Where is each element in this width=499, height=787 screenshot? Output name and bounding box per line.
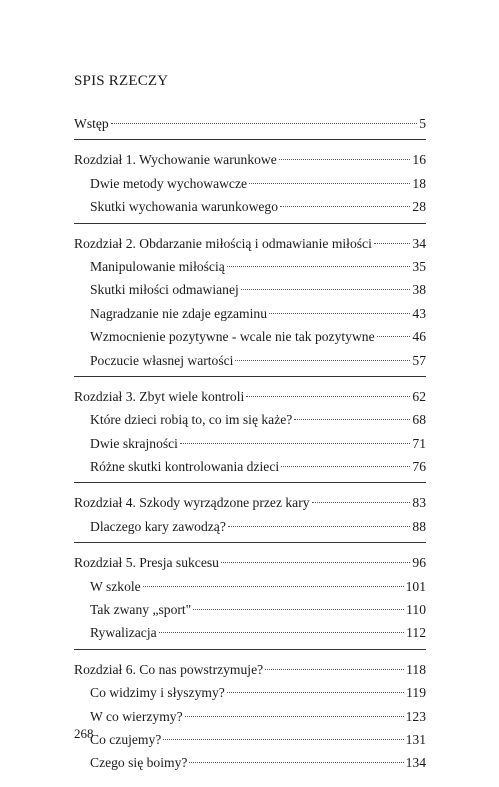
entry-page-number: 131: [405, 731, 426, 747]
toc-subentry: [74, 278, 426, 301]
toc-section: [74, 658, 426, 779]
entry-page-number: 83: [412, 495, 426, 511]
entry-title: Skutki wychowania warunkowego: [90, 199, 279, 215]
dot-leader: [227, 692, 404, 693]
entry-title: Rywalizacja: [90, 625, 157, 641]
toc-entry: [74, 491, 426, 514]
entry-title: Rozdział 3. Zbyt wiele kontroli: [74, 388, 245, 404]
toc-entry: [74, 148, 426, 171]
toc-entry: [74, 232, 426, 255]
dot-leader: [269, 313, 410, 314]
entry-title: Różne skutki kontrolowania dzieci: [90, 459, 280, 475]
toc-subentry: [74, 302, 426, 325]
table-of-contents: [74, 112, 426, 787]
toc-subentry: [74, 408, 426, 431]
entry-page-number: 16: [412, 152, 426, 168]
entry-page-number: 18: [412, 175, 426, 191]
toc-subentry: [74, 728, 426, 751]
entry-page-number: 123: [405, 708, 426, 724]
dot-leader: [193, 609, 404, 610]
page-number: 268: [74, 726, 94, 741]
dot-leader: [163, 739, 403, 740]
dot-leader: [280, 206, 410, 207]
entry-page-number: 96: [412, 555, 426, 571]
toc-subentry: [74, 575, 426, 598]
entry-title: Które dzieci robią to, co im się każe?: [90, 412, 293, 428]
entry-page-number: 34: [412, 235, 426, 251]
dot-leader: [294, 419, 410, 420]
toc-subentry: [74, 751, 426, 774]
dot-leader: [235, 360, 410, 361]
toc-subentry: [74, 195, 426, 218]
toc-section: [74, 385, 426, 484]
entry-title: Rozdział 6. Co nas powstrzymuje?: [74, 661, 264, 677]
entry-title: Co widzimy i słyszymy?: [90, 685, 225, 701]
entry-title: Dwie skrajności: [90, 435, 178, 451]
dot-leader: [111, 123, 417, 124]
entry-page-number: 101: [405, 578, 426, 594]
entry-title: Wstęp: [74, 116, 109, 131]
dot-leader: [246, 396, 410, 397]
toc-entry: [74, 385, 426, 408]
entry-page-number: 134: [405, 755, 426, 771]
dot-leader: [143, 586, 404, 587]
toc-subentry: [74, 515, 426, 538]
dot-leader: [279, 159, 411, 160]
toc-subentry: [74, 172, 426, 195]
toc-subentry: [74, 598, 426, 621]
dot-leader: [281, 466, 410, 467]
entry-page-number: 46: [412, 329, 426, 345]
entry-title: Rozdział 1. Wychowanie warunkowe: [74, 152, 277, 168]
entry-page-number: 5: [419, 116, 426, 131]
entry-title: Rozdział 2. Obdarzanie miłością i odmawianie miłości: [74, 235, 372, 251]
entry-title: Co czujemy?: [90, 731, 162, 747]
entry-title: Rozdział 4. Szkody wyrządzone przez kary: [74, 495, 310, 511]
dot-leader: [374, 243, 411, 244]
entry-page-number: 88: [412, 518, 426, 534]
entry-title: Dlaczego kary zawodzą?: [90, 518, 226, 534]
toc-section: [74, 112, 426, 140]
entry-title: Wzmocnienie pozytywne - wcale nie tak pozytywne: [90, 329, 375, 345]
entry-title: Skutki miłości odmawianej: [90, 282, 239, 298]
dot-leader: [265, 669, 404, 670]
toc-section: [74, 491, 426, 543]
toc-subentry: [74, 349, 426, 372]
entry-page-number: 57: [412, 352, 426, 368]
entry-title: Czego się boimy?: [90, 755, 188, 771]
dot-leader: [221, 562, 410, 563]
dot-leader: [185, 716, 404, 717]
toc-subentry: [74, 681, 426, 704]
entry-title: Poczucie własnej wartości: [90, 352, 234, 368]
toc-entry: [74, 112, 426, 135]
entry-title: W szkole: [90, 578, 141, 594]
entry-page-number: 110: [406, 602, 426, 618]
toc-subentry: [74, 455, 426, 478]
entry-page-number: 118: [406, 661, 426, 677]
entry-page-number: 76: [412, 459, 426, 475]
dot-leader: [241, 289, 411, 290]
entry-page-number: 28: [412, 199, 426, 215]
entry-title: W co wierzymy?: [90, 708, 183, 724]
entry-page-number: 38: [412, 282, 426, 298]
dot-leader: [180, 443, 410, 444]
entry-title: Dwie metody wychowawcze: [90, 175, 248, 191]
dot-leader: [377, 336, 411, 337]
toc-subentry: [74, 432, 426, 455]
entry-page-number: 43: [412, 305, 426, 321]
toc-subentry: [74, 621, 426, 644]
entry-title: Manipulowanie miłością: [90, 258, 225, 274]
entry-title: Nagradzanie nie zdaje egzaminu: [90, 305, 267, 321]
entry-page-number: 35: [412, 258, 426, 274]
entry-page-number: 62: [412, 388, 426, 404]
dot-leader: [159, 632, 404, 633]
toc-section: [74, 232, 426, 377]
toc-subentry: [74, 705, 426, 728]
entry-title: Rozdział 5. Presja sukcesu: [74, 555, 219, 571]
toc-section: [74, 148, 426, 223]
toc-subentry: [74, 255, 426, 278]
toc-subentry: [74, 325, 426, 348]
dot-leader: [189, 762, 403, 763]
entry-page-number: 71: [412, 435, 426, 451]
dot-leader: [227, 266, 411, 267]
entry-page-number: 112: [406, 625, 426, 641]
entry-page-number: 68: [412, 412, 426, 428]
toc-section: [74, 551, 426, 650]
toc-heading: SPIS RZECZY: [74, 73, 169, 89]
toc-entry: [74, 551, 426, 574]
dot-leader: [228, 526, 411, 527]
toc-entry: [74, 658, 426, 681]
dot-leader: [249, 183, 410, 184]
entry-title: Tak zwany „sport": [90, 602, 192, 618]
dot-leader: [312, 502, 411, 503]
entry-page-number: 119: [406, 685, 426, 701]
